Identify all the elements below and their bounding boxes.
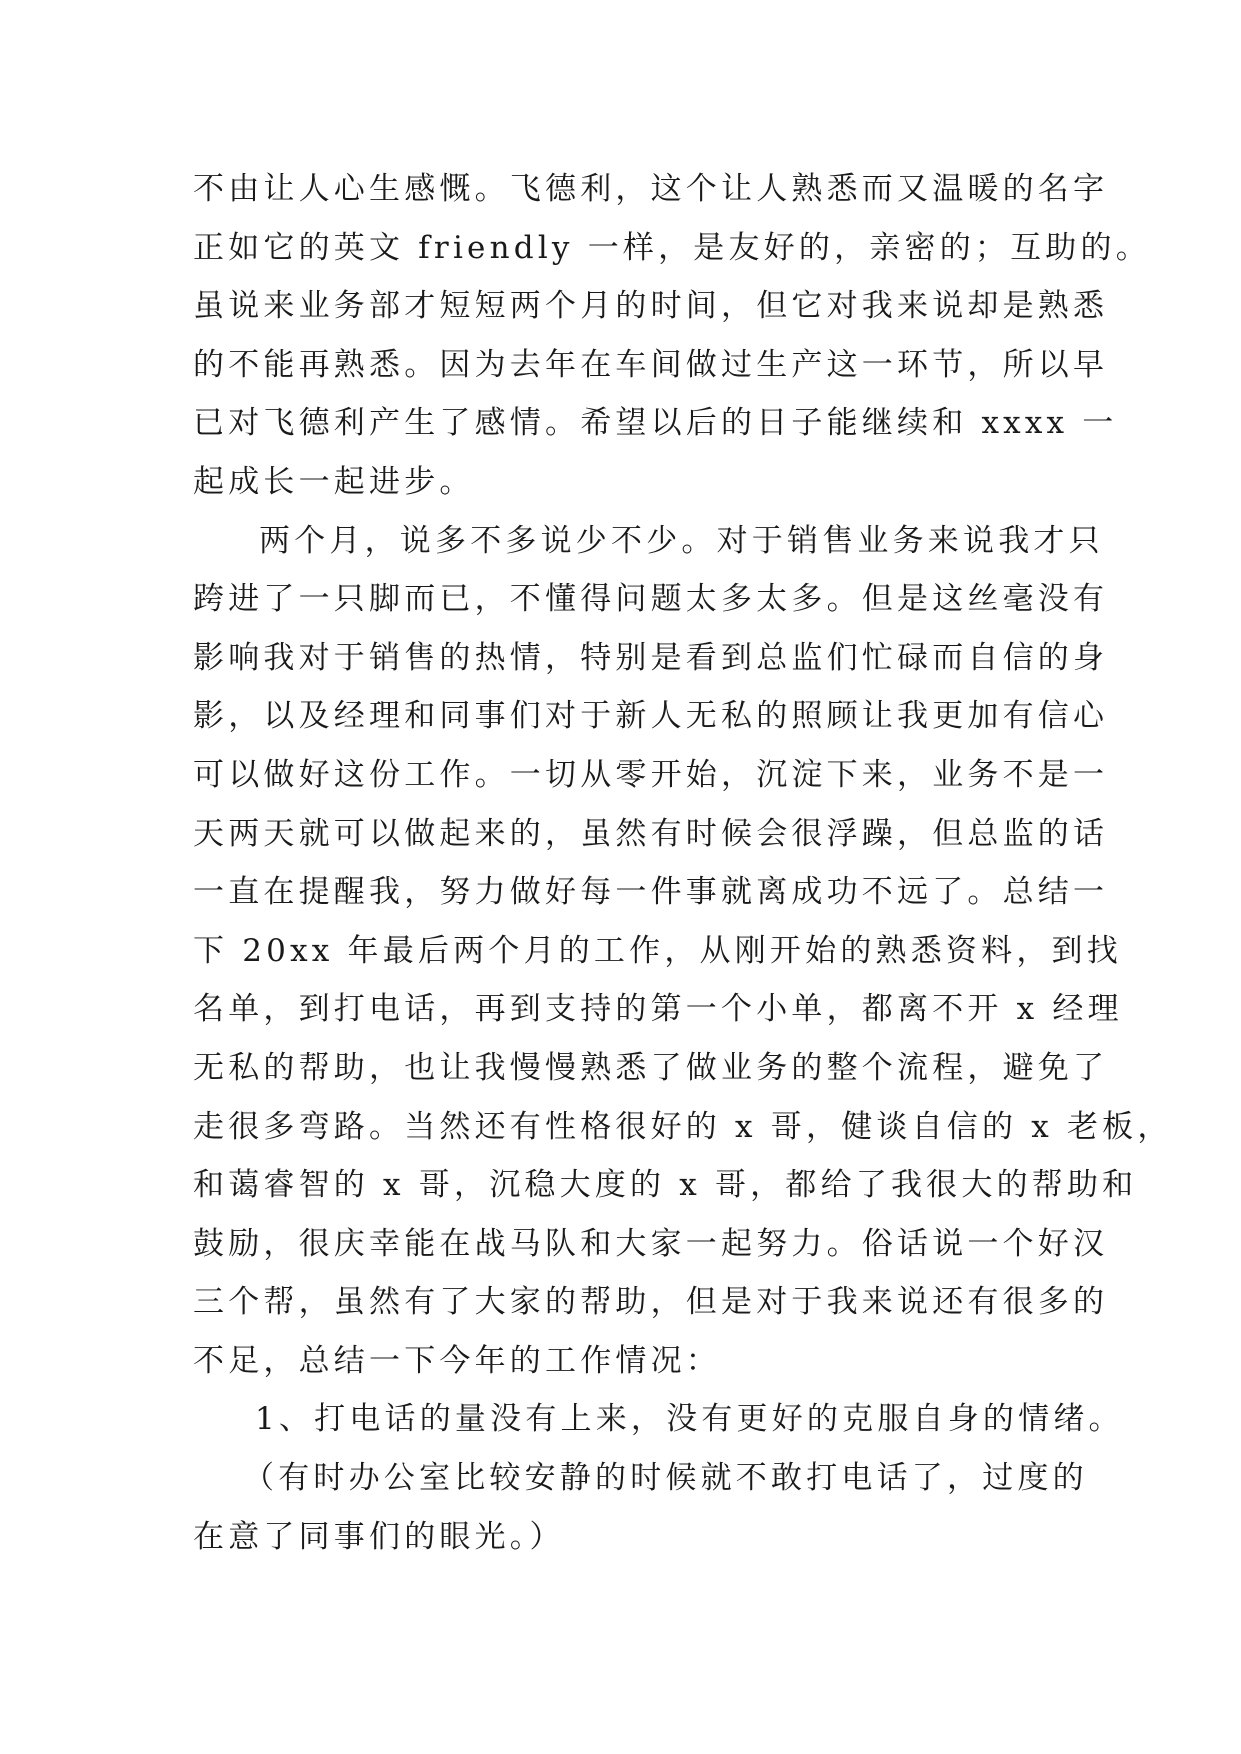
text-line: 虽说来业务部才短短两个月的时间，但它对我来说却是熟悉 (193, 288, 1109, 325)
text-line: 的不能再熟悉。因为去年在车间做过生产这一环节，所以早 (193, 346, 1109, 383)
text-line: 鼓励，很庆幸能在战马队和大家一起努力。俗话说一个好汉 (193, 1225, 1109, 1262)
note-line: （有时办公室比较安静的时候就不敢打电话了，过度的 (243, 1460, 1088, 1497)
text-line: 无私的帮助，也让我慢慢熟悉了做业务的整个流程，避免了 (193, 1049, 1109, 1086)
text-line: 影响我对于销售的热情，特别是看到总监们忙碌而自信的身 (193, 639, 1109, 676)
text-line: 天两天就可以做起来的，虽然有时候会很浮躁，但总监的话 (193, 815, 1109, 852)
list-item-line: 1、打电话的量没有上来，没有更好的克服自身的情绪。 (255, 1401, 1124, 1438)
text-line: 下 20xx 年最后两个月的工作，从刚开始的熟悉资料，到找 (193, 932, 1122, 969)
body-text (193, 160, 1173, 1566)
text-line: 一直在提醒我，努力做好每一件事就离成功不远了。总结一 (193, 874, 1109, 911)
text-line: 三个帮，虽然有了大家的帮助，但是对于我来说还有很多的 (193, 1284, 1109, 1321)
text-line: 可以做好这份工作。一切从零开始，沉淀下来，业务不是一 (193, 756, 1109, 793)
text-line: 走很多弯路。当然还有性格很好的 x 哥，健谈自信的 x 老板， (193, 1108, 1173, 1145)
text-line: 正如它的英文 friendly 一样，是友好的，亲密的；互助的。 (193, 229, 1151, 266)
text-line: 不由让人心生感慨。飞德利，这个让人熟悉而又温暖的名字 (193, 171, 1109, 207)
text-line: 在意了同事们的眼光。） (193, 1518, 565, 1555)
text-line: 起成长一起进步。 (193, 463, 475, 500)
text-line: 名单，到打电话，再到支持的第一个小单，都离不开 x 经理 (193, 991, 1123, 1028)
text-line: 和蔼睿智的 x 哥，沉稳大度的 x 哥，都给了我很大的帮助和 (193, 1167, 1138, 1204)
text-line: 影，以及经理和同事们对于新人无私的照顾让我更加有信心 (193, 698, 1109, 735)
paragraph-start-line: 两个月，说多不多说少不少。对于销售业务来说我才只 (259, 522, 1104, 559)
text-line: 跨进了一只脚而已，不懂得问题太多太多。但是这丝毫没有 (193, 581, 1109, 618)
text-line: 已对飞德利产生了感情。希望以后的日子能继续和 xxxx 一 (193, 405, 1118, 442)
text-line: 不足，总结一下今年的工作情况： (193, 1342, 721, 1379)
